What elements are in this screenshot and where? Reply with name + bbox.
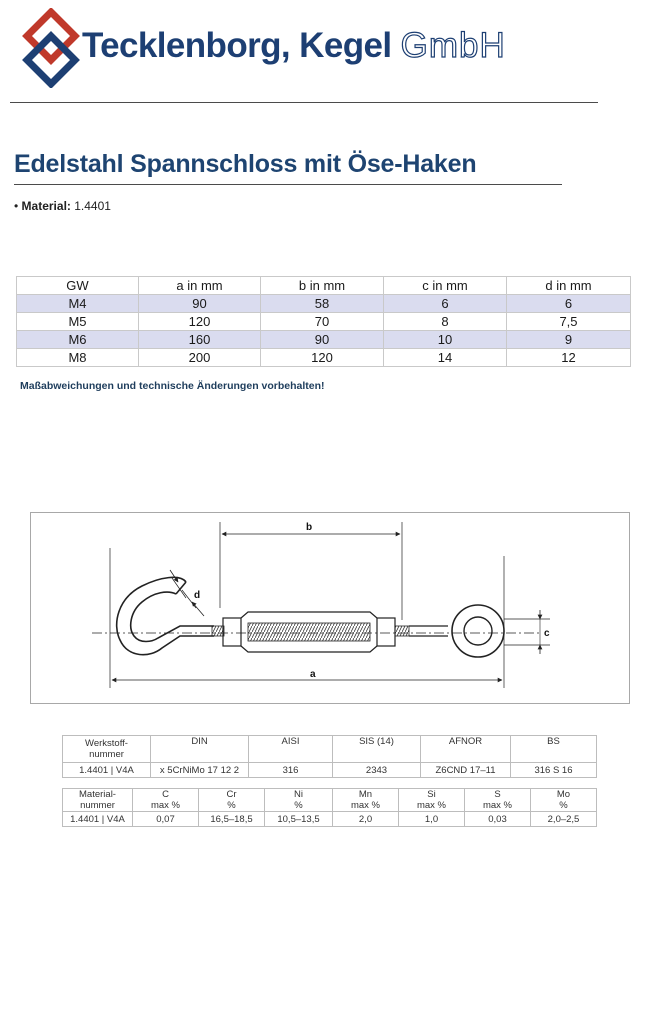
header-line: % — [559, 800, 568, 811]
header-cell: GW — [17, 277, 139, 295]
table-cell: 7,5 — [507, 313, 631, 331]
size-table — [16, 276, 631, 367]
page-title: Edelstahl Spannschloss mit Öse-Haken — [14, 150, 477, 178]
table-cell: 58 — [261, 295, 384, 313]
table-cell: 0,03 — [465, 812, 531, 827]
table-cell: Z6CND 17–11 — [421, 763, 511, 778]
table-cell: 6 — [507, 295, 631, 313]
composition-header-row — [63, 789, 597, 812]
dimension-label-d: d — [194, 590, 201, 601]
header-cell — [265, 789, 333, 812]
header-line: % — [294, 800, 303, 811]
table-cell: 1.4401 | V4A — [63, 763, 151, 778]
header-line: Material- — [79, 789, 116, 800]
norms-table — [62, 735, 597, 778]
header-line: Si — [427, 789, 436, 800]
table-cell: 316 S 16 — [511, 763, 597, 778]
bullet: • — [14, 199, 22, 213]
material-label: Material: — [21, 199, 71, 213]
dimension-label-b: b — [306, 522, 313, 533]
table-cell: 200 — [139, 349, 261, 367]
header-cell: a in mm — [139, 277, 261, 295]
header-line: S — [494, 789, 501, 800]
company-name-main: Tecklenborg, Kegel — [82, 26, 392, 65]
company-suffix: GmbH — [400, 26, 506, 65]
header-line: Mn — [358, 789, 373, 800]
table-cell: M5 — [17, 313, 139, 331]
header-cell: AFNOR — [421, 736, 511, 763]
header-cell: BS — [511, 736, 597, 763]
header-line: Ni — [294, 789, 303, 800]
table-row — [63, 812, 597, 827]
table-row — [17, 295, 631, 313]
table-cell: 2,0–2,5 — [531, 812, 597, 827]
table-cell: 1.4401 | V4A — [63, 812, 133, 827]
header-cell — [333, 789, 399, 812]
header-line: max % — [150, 800, 181, 811]
disclaimer-note: Maßabweichungen und technische Änderungen vorbehalten! — [20, 380, 325, 392]
table-cell: x 5CrNiMo 17 12 2 — [151, 763, 249, 778]
table-cell: M4 — [17, 295, 139, 313]
title-divider — [14, 184, 562, 185]
turnbuckle-drawing — [30, 512, 630, 704]
header-line: max % — [482, 800, 513, 811]
table-cell: 70 — [261, 313, 384, 331]
header-line: % — [227, 800, 236, 811]
header-cell: DIN — [151, 736, 249, 763]
header-cell: d in mm — [507, 277, 631, 295]
table-cell: 8 — [384, 313, 507, 331]
table-cell: 10 — [384, 331, 507, 349]
table-cell: 2,0 — [333, 812, 399, 827]
table-cell: 14 — [384, 349, 507, 367]
header-line: Cr — [226, 789, 237, 800]
header-cell — [399, 789, 465, 812]
table-cell: 316 — [249, 763, 333, 778]
header-cell — [133, 789, 199, 812]
material-line — [14, 199, 111, 213]
dimension-label-c: c — [544, 628, 550, 639]
table-cell: 90 — [139, 295, 261, 313]
header-divider — [10, 102, 598, 103]
table-cell: 6 — [384, 295, 507, 313]
header-cell: SIS (14) — [333, 736, 421, 763]
table-row — [17, 313, 631, 331]
header-cell — [465, 789, 531, 812]
header-cell — [199, 789, 265, 812]
header-cell: c in mm — [384, 277, 507, 295]
table-cell: 9 — [507, 331, 631, 349]
table-row — [17, 331, 631, 349]
header-cell: Werkstoff- nummer — [63, 736, 151, 763]
material-value: 1.4401 — [74, 199, 111, 213]
table-cell: 0,07 — [133, 812, 199, 827]
table-cell: 1,0 — [399, 812, 465, 827]
table-cell: 90 — [261, 331, 384, 349]
table-cell: 10,5–13,5 — [265, 812, 333, 827]
table-row — [17, 349, 631, 367]
table-cell: 160 — [139, 331, 261, 349]
header-cell: b in mm — [261, 277, 384, 295]
composition-table — [62, 788, 597, 827]
header-cell — [63, 789, 133, 812]
dimension-label-a: a — [310, 669, 316, 680]
header-line: Mo — [556, 789, 571, 800]
table-cell: 12 — [507, 349, 631, 367]
table-cell: M6 — [17, 331, 139, 349]
header-cell: AISI — [249, 736, 333, 763]
drawing-geometry — [92, 522, 550, 688]
norms-header-row — [63, 736, 597, 763]
header-line: max % — [350, 800, 381, 811]
table-cell: 16,5–18,5 — [199, 812, 265, 827]
table-cell: M8 — [17, 349, 139, 367]
table-cell: 120 — [261, 349, 384, 367]
company-name — [82, 26, 506, 66]
header-cell — [531, 789, 597, 812]
size-table-header — [17, 277, 631, 295]
table-cell: 2343 — [333, 763, 421, 778]
header-line: C — [162, 789, 169, 800]
table-row — [63, 763, 597, 778]
logo-icon — [20, 8, 82, 88]
header-line: max % — [416, 800, 447, 811]
table-cell: 120 — [139, 313, 261, 331]
header-line: nummer — [80, 800, 115, 811]
